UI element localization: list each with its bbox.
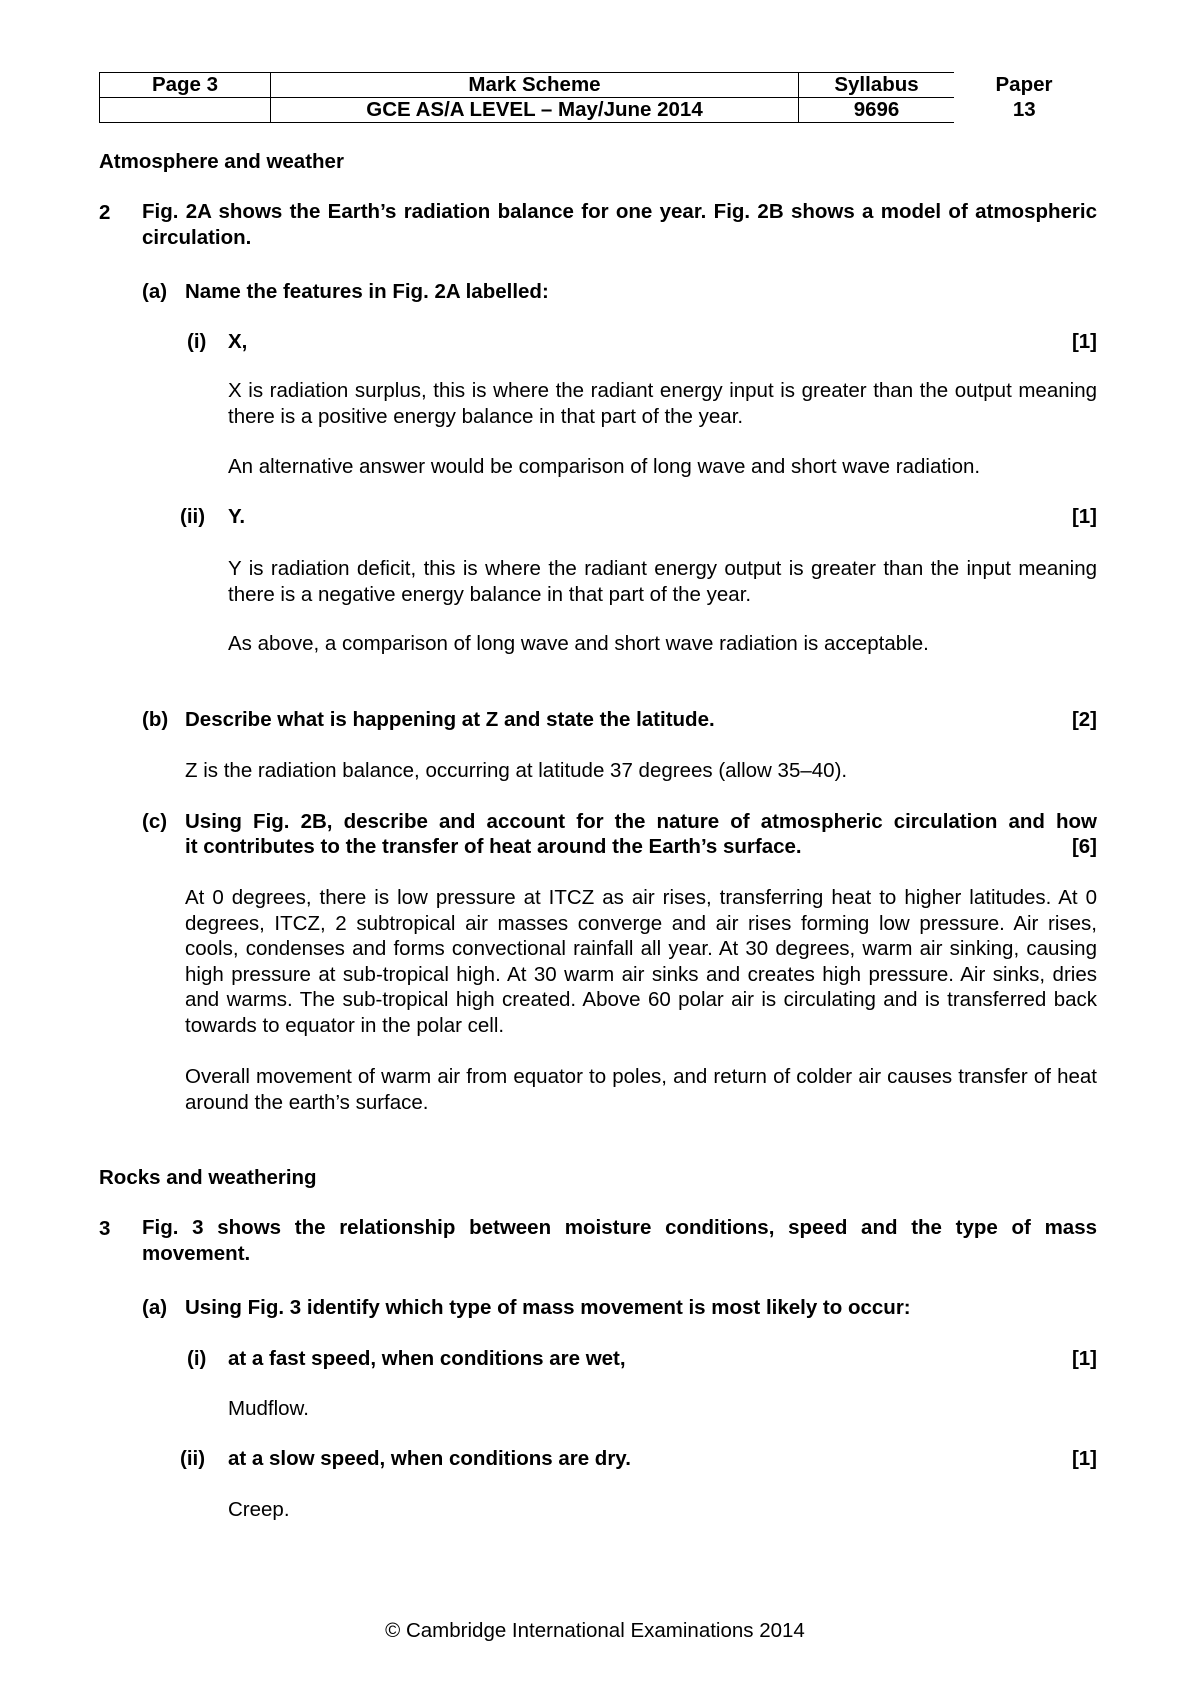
part-2a-text: Name the features in Fig. 2A labelled: <box>185 280 549 303</box>
subpart-2aii-text: Y. <box>228 505 246 528</box>
syllabus-label: Syllabus <box>799 73 955 98</box>
subpart-label-2ai: (i) <box>187 330 207 353</box>
subpart-3ai-row <box>228 1347 1097 1371</box>
subpart-label-2aii: (ii) <box>180 505 206 528</box>
part-label-2a: (a) <box>142 280 168 303</box>
mark-2b: [2] <box>1071 708 1097 731</box>
exam-session: GCE AS/A LEVEL – May/June 2014 <box>271 98 799 123</box>
part-label-3a: (a) <box>142 1296 168 1319</box>
mark-3ai: [1] <box>1071 1347 1097 1370</box>
subpart-label-3aii: (ii) <box>180 1447 206 1470</box>
section-heading-rocks: Rocks and weathering <box>99 1166 317 1189</box>
part-label-2b: (b) <box>142 708 169 731</box>
subpart-2aii-row <box>228 505 1097 529</box>
question-3-text: Fig. 3 shows the relationship between moisture conditions, speed and the type of mass movement. <box>142 1216 1097 1265</box>
mark-2c: [6] <box>1071 835 1097 858</box>
question-2-text: Fig. 2A shows the Earth’s radiation balance for one year. Fig. 2B shows a model of atmospheric circulation. <box>142 200 1097 249</box>
answer-2c-2: Overall movement of warm air from equator to poles, and return of colder air causes transfer of heat around the earth’s surface. <box>185 1065 1097 1114</box>
answer-2aii-2: As above, a comparison of long wave and short wave radiation is acceptable. <box>228 632 929 655</box>
syllabus-code: 9696 <box>799 98 955 123</box>
answer-2aii-1: Y is radiation deficit, this is where the radiant energy output is greater than the input meaning there is a negative energy balance in that part of the year. <box>228 557 1097 606</box>
question-number-3: 3 <box>99 1217 111 1240</box>
page-number: Page 3 <box>100 73 271 98</box>
part-2b-text: Describe what is happening at Z and state the latitude. <box>185 708 715 731</box>
part-2c-row <box>185 835 1097 859</box>
subpart-3aii-text: at a slow speed, when conditions are dry. <box>228 1447 631 1470</box>
part-2c-text-line2: it contributes to the transfer of heat around the Earth’s surface. <box>185 835 802 858</box>
part-label-2c: (c) <box>142 810 168 833</box>
answer-2ai-1: X is radiation surplus, this is where the radiant energy input is greater than the output meaning there is a positive energy balance in that part of the year. <box>228 379 1097 428</box>
answer-3ai: Mudflow. <box>228 1397 309 1420</box>
answer-2b: Z is the radiation balance, occurring at latitude 37 degrees (allow 35–40). <box>185 759 848 782</box>
answer-3aii: Creep. <box>228 1498 290 1521</box>
answer-2c-1: At 0 degrees, there is low pressure at ITCZ as air rises, transferring heat to higher latitudes. At 0 degrees, ITCZ, 2 subtropical air masses converge and air rises forming low pressure. Air rises, cools, condenses and forms convectional rainfall all year. At 30 degrees, warm air sinking, causing high pressure at sub-tropical high. At 30 warm air sinks and creates high pressure. Air sinks, dries and warms. The sub-tropical high created. Above 60 polar air is circulating and is transferred back towards to equator in the polar cell. <box>185 886 1097 1037</box>
question-number-2: 2 <box>99 201 111 224</box>
subpart-3ai-text: at a fast speed, when conditions are wet, <box>228 1347 626 1370</box>
header-table <box>99 72 1095 123</box>
header-empty-cell <box>100 98 271 123</box>
subpart-label-3ai: (i) <box>187 1347 207 1370</box>
mark-scheme-title: Mark Scheme <box>271 73 799 98</box>
subpart-2ai-row <box>228 330 1097 354</box>
subpart-2ai-text: X, <box>228 330 248 353</box>
part-2b-row <box>185 708 1097 732</box>
mark-3aii: [1] <box>1071 1447 1097 1470</box>
copyright-footer: © Cambridge International Examinations 2014 <box>385 1618 805 1642</box>
mark-2aii: [1] <box>1071 505 1097 528</box>
section-heading-atmosphere: Atmosphere and weather <box>99 150 344 173</box>
mark-2ai: [1] <box>1071 330 1097 353</box>
paper-number: 13 <box>1012 98 1036 121</box>
answer-2ai-2: An alternative answer would be comparison of long wave and short wave radiation. <box>228 455 981 478</box>
paper-label: Paper <box>995 73 1053 96</box>
part-2c-text-line1: Using Fig. 2B, describe and account for the nature of atmospheric circulation and how <box>185 810 1097 833</box>
subpart-3aii-row <box>228 1447 1097 1471</box>
part-3a-text: Using Fig. 3 identify which type of mass movement is most likely to occur: <box>185 1296 911 1319</box>
